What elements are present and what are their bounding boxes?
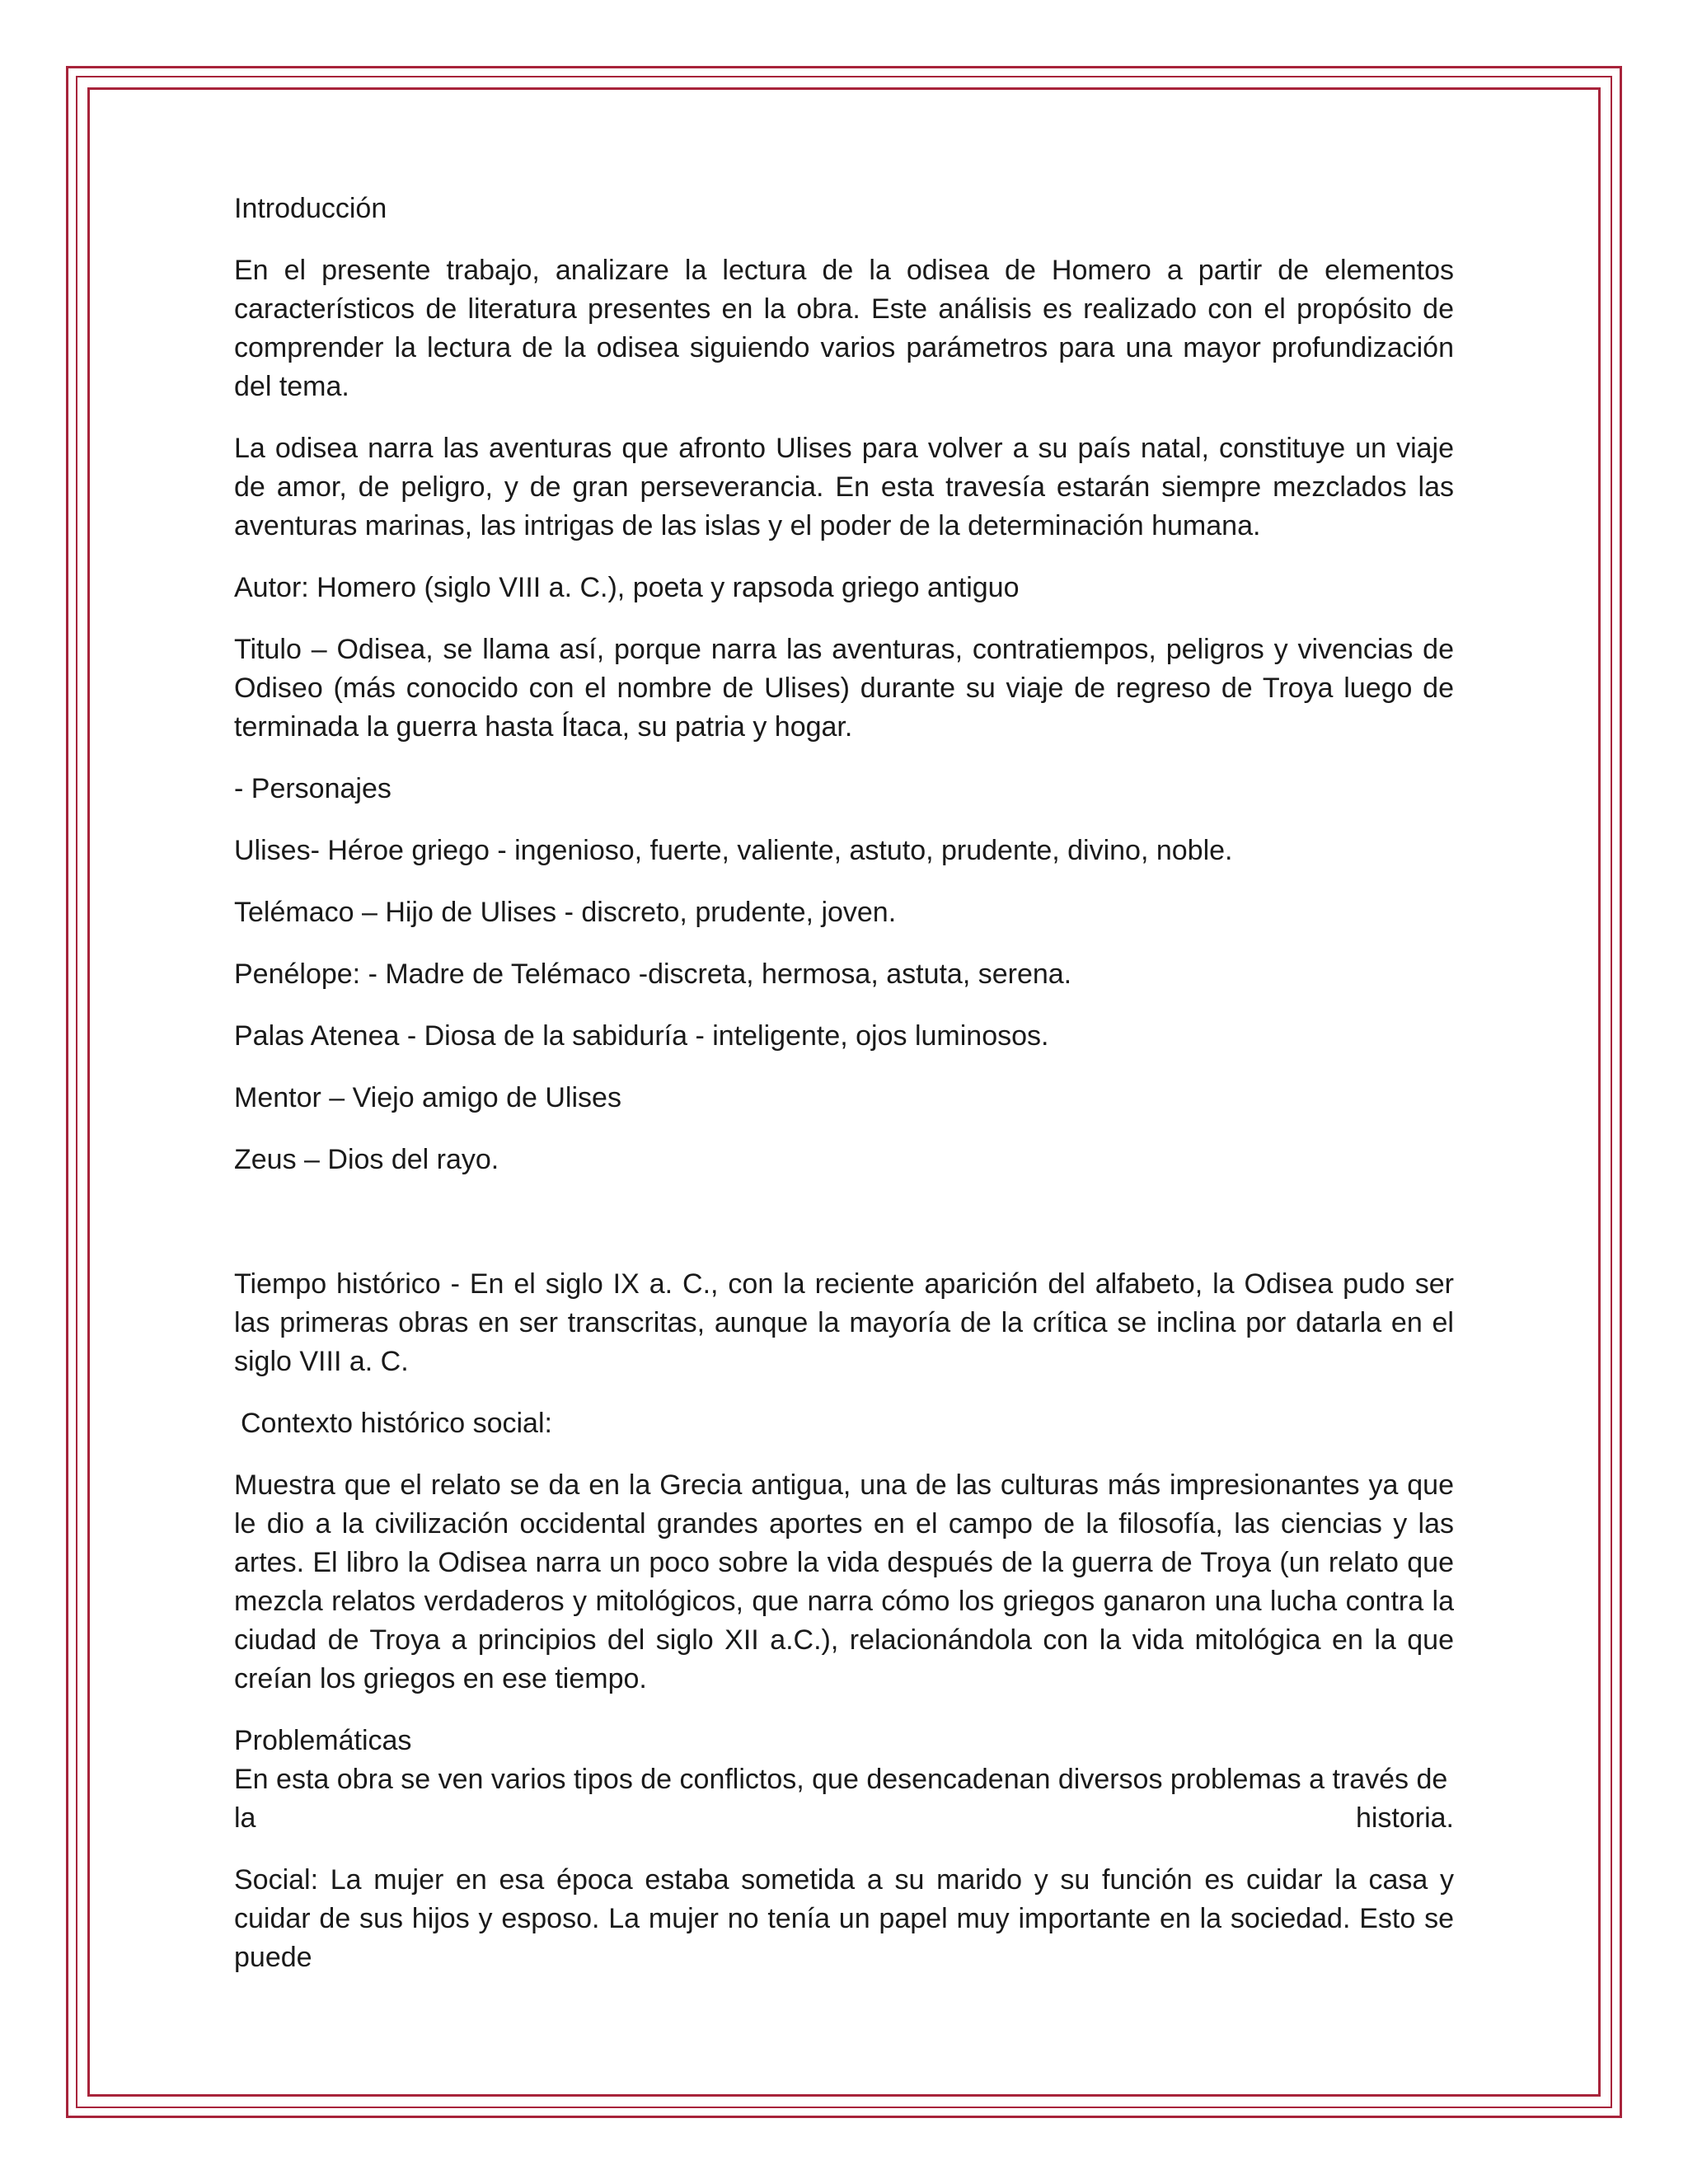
personaje-mentor: Mentor – Viejo amigo de Ulises <box>234 1082 621 1113</box>
intro-paragraph-1: En el presente trabajo, analizare la lectura de la odisea de Homero a partir de elementos característicos de literatura presentes en la obra. Este análisis es realizado con el propósito de comprender la lectura de la odisea siguiendo varios parámetros para una mayor profundización del tema. <box>234 255 1454 402</box>
problematicas-line-2 <box>234 1799 1454 1838</box>
contexto-paragraph: Muestra que el relato se da en la Grecia antigua, una de las culturas más impresionantes ya que le dio a la civilización occidental grandes aportes en el campo de la filosofía, las ciencias y las artes. El libro la Odisea narra un poco sobre la vida después de la guerra de Troya (un relato que mezcla relatos verdaderos y mitológicos, que narra cómo los griegos ganaron una lucha contra la ciudad de Troya a principios del siglo XII a.C.), relacionándola con la vida mitológica en la que creían los griegos en ese tiempo. <box>234 1469 1454 1694</box>
personaje-penelope: Penélope: - Madre de Telémaco -discreta, hermosa, astuta, serena. <box>234 958 1072 990</box>
problematicas-line-1: En esta obra se ven varios tipos de conflictos, que desencadenan diversos problemas a través de <box>234 1764 1448 1795</box>
personaje-ulises: Ulises- Héroe griego - ingenioso, fuerte, valiente, astuto, prudente, divino, noble. <box>234 835 1233 866</box>
problematicas-line-2-left: la <box>234 1802 256 1834</box>
titulo-paragraph: Titulo – Odisea, se llama así, porque narra las aventuras, contratiempos, peligros y vivencias de Odiseo (más conocido con el nombre de Ulises) durante su viaje de regreso de Troya luego de terminada la guerra hasta Ítaca, su patria y hogar. <box>234 634 1454 743</box>
autor-line: Autor: Homero (siglo VIII a. C.), poeta y rapsoda griego antiguo <box>234 572 1020 603</box>
personaje-telemaco: Telémaco – Hijo de Ulises - discreto, prudente, joven. <box>234 897 897 928</box>
personaje-zeus: Zeus – Dios del rayo. <box>234 1144 499 1175</box>
problematicas-heading: Problemáticas <box>234 1725 412 1756</box>
intro-heading: Introducción <box>234 193 387 224</box>
intro-paragraph-2: La odisea narra las aventuras que afronto Ulises para volver a su país natal, constituye un viaje de amor, de peligro, y de gran perseverancia. En esta travesía estarán siempre mezclados las aventuras marinas, las intrigas de las islas y el poder de la determinación humana. <box>234 433 1454 541</box>
social-paragraph: Social: La mujer en esa época estaba sometida a su marido y su función es cuidar la casa y cuidar de sus hijos y esposo. La mujer no tenía un papel muy importante en la sociedad. Esto se puede <box>234 1864 1454 1973</box>
personajes-heading: - Personajes <box>234 773 392 804</box>
tiempo-historico-paragraph: Tiempo histórico - En el siglo IX a. C., con la reciente aparición del alfabeto, la Odisea pudo ser las primeras obras en ser transcritas, aunque la mayoría de la crítica se inclina por datarla en el siglo VIII a. C. <box>234 1268 1454 1377</box>
personaje-atenea: Palas Atenea - Diosa de la sabiduría - inteligente, ojos luminosos. <box>234 1020 1049 1052</box>
contexto-heading: Contexto histórico social: <box>241 1408 552 1439</box>
problematicas-line-2-right: historia. <box>1355 1802 1454 1834</box>
document-body <box>234 190 1454 1977</box>
